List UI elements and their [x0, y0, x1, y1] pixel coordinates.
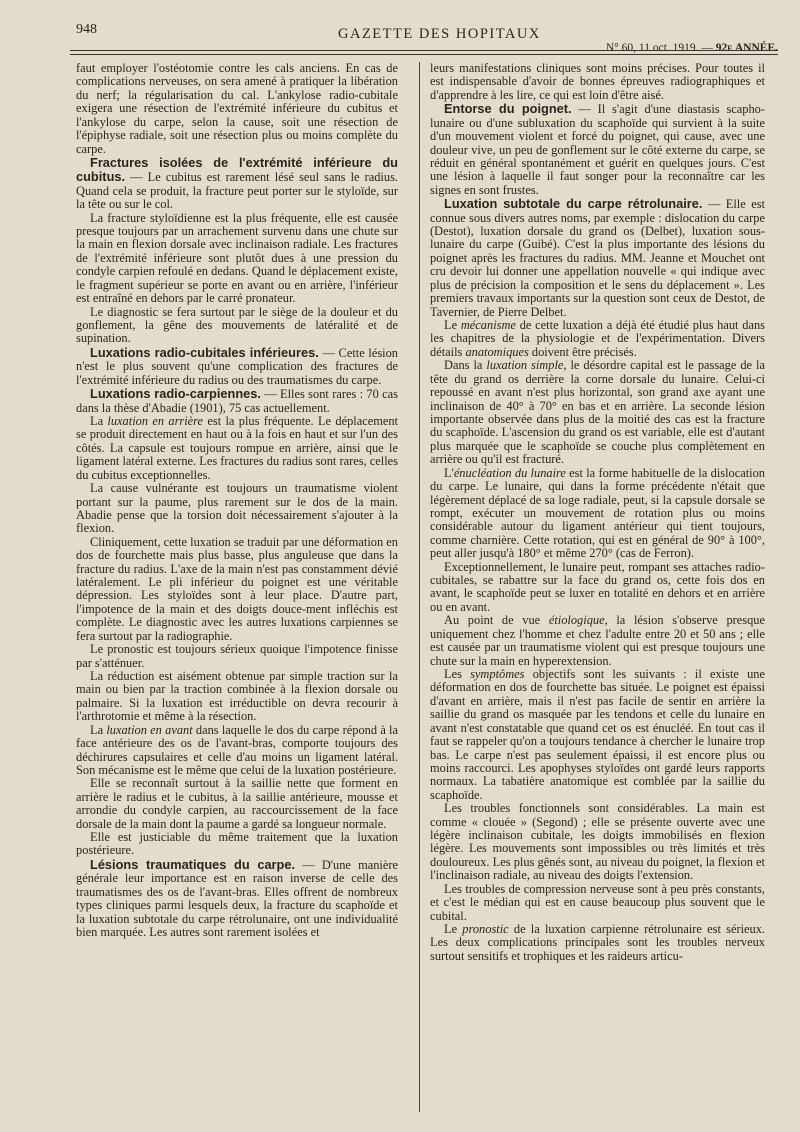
text-run: Le	[444, 318, 461, 333]
italic-term: pronostic	[462, 922, 509, 936]
page-header	[70, 20, 778, 60]
paragraph	[430, 614, 765, 668]
section-heading: Entorse du poignet.	[444, 101, 572, 117]
section-heading: Fractures isolées de l'extrémité inférieure du cubitus.	[76, 154, 398, 185]
section-text: — Elle est connue sous divers autres noms, par exemple : dislocation du carpe (Destot), luxation dorsale du grand os (Delbet), luxation sous-lunaire du carpe (Guibé). C'est la plus importante des lésions du poignet après les fractures du radius. MM. Jeanne et Mouchet ont cru devoir lui donner une appellation nouvelle « qui indique avec plus de précision la composition et le sens du déplacement ». Les premiers travaux importants sur la question sont ceux de Destot, de Tavernier, de Pierre Delbet.	[430, 197, 766, 319]
italic-term: luxation simple	[486, 358, 564, 373]
text-run: dans laquelle le dos du carpe répond à la face antérieure des os de l'avant-bras, comporte toujours des déchirures capsulaires et celle d'au moins un ligament latéral. Son mécanisme est le même que celui de la luxation postérieure.	[76, 722, 399, 777]
section-entorse	[430, 102, 765, 197]
section-text: — D'une manière générale leur importance est en raison inverse de celle des traumatismes des os de l'avant-bras. Elles offrent de nombreux types cliniques parmi lesquels deux, la fracture du scaphoïde et la luxation subtotale du carpe rétrolunaire, ont une individualité bien marquée. Les autres sont rarement isolées et	[76, 857, 398, 939]
paragraph: La cause vulnérante est toujours un traumatisme violent portant sur la paume, plus rarement sur le dos de la main. Abadie pense que la torsion doit nécessairement s'ajouter à la flexion.	[76, 481, 398, 536]
paragraph	[430, 668, 765, 802]
section-carpe	[76, 858, 398, 940]
text-run: Le	[444, 922, 463, 936]
paragraph: Le diagnostic se fera surtout par le siège de la douleur et du gonflement, la gêne des mouvements de latéralité et de supination.	[76, 304, 398, 346]
paragraph: Elle se reconnaît surtout à la saillie nette que forment en arrière le radius et le cubitus, à la saillie antérieure, mousse et arrondie du condyle carpien, au raccourcissement de la face dorsale de la main dont la paume a gardé sa longueur normale.	[76, 776, 398, 831]
section-text: — Il s'agit d'une diastasis scapho-lunaire ou d'une subluxation du scaphoïde qui survient à la suite d'un mouvement violent et forcé du poignet, qui cause, avec une douleur vive, un peu de gonflement sur le côté externe du carpe, se réduit en général spontanément et guérit en quelques jours. C'est une lésion à laquelle il faut songer pour la reconnaître car les signes en sont frustes.	[430, 102, 765, 197]
section-text: — Elles sont rares : 70 cas dans la thèse d'Abadie (1901), 75 cas actuellement.	[76, 387, 399, 415]
paragraph: Le pronostic est toujours sérieux quoique l'impotence finisse par s'atténuer.	[76, 642, 398, 670]
section-heading: Luxation subtotale du carpe rétrolunaire.	[444, 196, 703, 212]
text-run: de cette luxation a déjà été étudié plus haut dans les chapitres de la physiologie et de l'expérimentation. Divers détails	[430, 318, 765, 359]
italic-term: luxation en arrière	[107, 413, 204, 428]
italic-term: anatomiques	[465, 344, 529, 359]
paragraph: faut employer l'ostéotomie contre les cals anciens. En cas de complications nerveuses, on sera amené à pratiquer la libération du nerf; la régularisation du cal. L'ankylose radio-cubitale exigera une résection de l'extrémité inférieure du cubitus et l'ankylose du carpe, selon la cause, soit une résection de l'épiphyse radiale, soit une résection plus ou moins complète du carpe.	[76, 61, 398, 156]
text-run: La	[90, 413, 108, 428]
header-rule-top	[70, 50, 778, 51]
text-run: , la lésion s'observe presque uniquement chez l'homme et chez l'adulte entre 20 et 50 ans ; elle est causée par un traumatisme violent qui est presque toujours une chute sur la main en hyperextension.	[430, 613, 765, 668]
text-run: est la plus fréquente. Le déplacement se produit directement en haut ou à la fois en haut et sur l'un des côtés. La capsule est toujours rompue en arrière, ainsi que le ligament latéral externe. Les fractures du radius sont rares, celles du cubitus exceptionnelles.	[76, 413, 398, 482]
text-run: La	[90, 722, 107, 737]
paragraph: La fracture styloïdienne est la plus fréquente, elle est causée presque toujours par un arrachement survenu dans une chute sur la main en flexion dorsale avec inclinaison radiale. Les fractures de l'extrémité inférieure sont plutôt dues à une pression du condyle carpien refoulé en dedans. Quand le déplacement existe, le fragment supérieur se porte en avant ou en arrière, l'inférieur est entraîné en dehors par le carré pronateur.	[76, 210, 398, 306]
italic-term: symptômes	[470, 666, 525, 681]
paragraph: Les troubles fonctionnels sont considérables. La main est comme « clouée » (Segond) ; elle se présente ouverte avec une légère inclinaison cubitale, les doigts immobilisés en flexion légère. Les mouvements sont impossibles ou très limités et très douloureux. Les plus gênés sont, au niveau du poignet, la flexion et l'inclinaison radiale, au niveau des doigts l'extension.	[430, 801, 765, 883]
paragraph: Les troubles de compression nerveuse sont à peu près constants, et c'est le médian qui est en cause beaucoup plus souvent que le cubital.	[430, 881, 765, 923]
section-cubitus	[76, 156, 398, 212]
italic-term: énucléation du lunaire	[453, 465, 566, 480]
volume-year: 92e ANNÉE.	[715, 42, 778, 54]
text-run: est la forme habituelle de la dislocation du carpe. Le lunaire, qui dans la forme précédente n'était que légèrement déplacé de sa loge radiale, peut, si la capsule dorsale se rompt, exécuter un mouvement de rotation plus ou moins considérable autour du ligament antérieur qui tient toujours, comme charnière. Cette rotation, qui est en général de 90° à 100°, peut aller jusqu'à 180° et même 270° (cas de Ferron).	[430, 465, 765, 561]
column-divider	[419, 62, 420, 1112]
section-luxation-subtotale	[430, 197, 765, 319]
text-run: Les	[444, 666, 471, 681]
section-heading: Lésions traumatiques du carpe.	[90, 856, 296, 872]
page-number: 948	[76, 22, 97, 37]
text-run: objectifs sont les suivants : il existe une déformation en dos de fourchette bas située. Le poignet est épaissi d'avant en arrière, mais il n'est pas facile de sentir en arrière la saillie du grand os masquée par les tendons et celle du lunaire en avant n'est constatable que quand cet os est énucléé. En tout cas il faut se rappeler qu'on a toujours tendance à chercher le lunaire trop bas. Le carpe n'est pas seulement épaissi, il est encore plus ou moins raccourci. Les apophyses styloïdes ont gardé leurs rapports normaux. La tabatière anatomique est comblée par la saillie du scaphoïde.	[430, 666, 765, 802]
text-run: doivent être précisés.	[528, 344, 637, 359]
section-radio-cubitales	[76, 346, 398, 387]
paragraph	[76, 724, 398, 778]
section-text: — Cette lésion n'est le plus souvent qu'une complication des fractures de l'extrémité inférieure du radius ou des traumatismes du carpe.	[76, 345, 398, 387]
left-column	[76, 62, 398, 939]
paragraph	[430, 923, 765, 963]
section-heading: Luxations radio-carpiennes.	[90, 386, 261, 402]
paragraph: Cliniquement, cette luxation se traduit par une déformation en dos de fourchette mais plus basse, plus anguleuse que dans la fracture du radius. L'axe de la main n'est pas constamment dévié latéralement. Le pli inférieur du poignet est une véritable dépression. Les styloïdes sont à leur place. D'autre part, l'impotence de la main et des doigts douce-ment infléchis est complète. Le diagnostic avec les autres luxations carpiennes se fera surtout par la radiographie.	[76, 534, 398, 643]
text-run: Dans la	[444, 358, 487, 373]
text-run: Au point de vue	[444, 613, 549, 628]
paragraph: leurs manifestations cliniques sont moins précises. Pour toutes il est indispensable d'avoir de bonnes épreuves radiographiques et d'apprendre à les lire, ce qui est loin d'être aisé.	[430, 61, 765, 102]
text-run: , le désordre capital est le passage de la tête du grand os derrière la corne dorsale du lunaire. Celui-ci repoussé en avant n'est plus horizontal, son grand axe ayant une inclinaison de 40° à 70° en bas et en arrière. La seconde lésion importante observée dans plus de la moitié des cas est la fracture du scaphoïde. L'ascension du grand os est variable, elle est d'autant plus marquée que le scaphoïde se couche plus complètement en arrière ou qu'il est fracturé.	[430, 358, 765, 467]
paragraph: Elle est justiciable du même traitement que la luxation postérieure.	[76, 830, 398, 858]
section-heading: Luxations radio-cubitales inférieures.	[90, 344, 319, 360]
italic-term: mécanisme	[460, 318, 516, 333]
text-run: L'	[444, 465, 454, 480]
paragraph: La réduction est aisément obtenue par simple traction sur la main ou bien par la traction combinée à la flexion dorsale ou palmaire. Si la luxation est irréductible on devra recourir à l'arthrotomie et même à la résection.	[76, 668, 398, 724]
issue-date: N° 60, 11 oct. 1919. —	[605, 42, 713, 54]
section-radio-carpiennes	[76, 387, 398, 415]
paragraph	[76, 415, 398, 482]
journal-title: GAZETTE DES HOPITAUX	[338, 26, 541, 42]
paragraph	[430, 359, 765, 466]
paragraph	[430, 467, 765, 561]
italic-term: étiologique	[548, 613, 605, 628]
right-column	[430, 62, 765, 963]
section-text: — Le cubitus est rarement lésé seul sans le radius. Quand cela se produit, la fracture peut porter sur le styloïde, sur la tête ou sur le col.	[76, 170, 398, 212]
issue-info	[606, 42, 778, 54]
italic-term: luxation en avant	[106, 722, 193, 737]
header-rule-bottom	[70, 54, 778, 55]
paragraph	[430, 319, 765, 359]
text-run: de la luxation carpienne rétrolunaire est sérieux. Les deux complications principales sont les troubles nerveux surtout sensitifs et trophiques et les raideurs articu-	[430, 922, 766, 963]
paragraph: Exceptionnellement, le lunaire peut, rompant ses attaches radio-cubitales, se rabattre sur la face du grand os, cette fois dos en avant, le scaphoïde peut se luxer en totalité en dehors et en arrière ou en avant.	[430, 559, 765, 614]
